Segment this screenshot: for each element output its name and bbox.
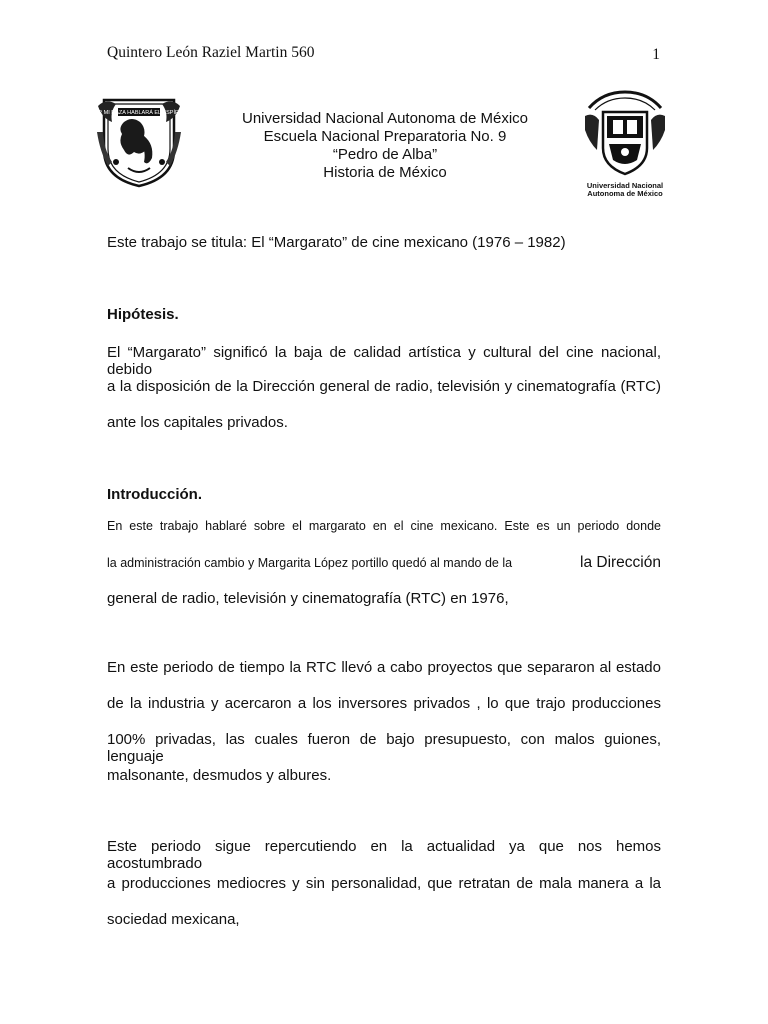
logo-motto: POR MI RAZA HABLARÁ EL ESPÍRITU (94, 110, 184, 116)
institution-school: Escuela Nacional Preparatoria No. 9 (263, 128, 507, 145)
introduction-line: En este trabajo hablaré sobre el margarato en el cine mexicano. Este es un periodo donde (107, 519, 661, 533)
unam-shield-logo (94, 92, 184, 188)
introduction-paragraph3-line: sociedad mexicana, (107, 911, 240, 928)
introduction-paragraph2-line: En este periodo de tiempo la RTC llevó a cabo proyectos que separaron al estado (107, 659, 661, 676)
introduction-paragraph2-line: 100% privadas, las cuales fueron de bajo presupuesto, con malos guiones, lenguaje (107, 731, 661, 765)
enp-eagle-shield-icon (583, 90, 667, 178)
introduction-line-mixed (107, 554, 661, 572)
hypothesis-line: a la disposición de la Dirección general de radio, televisión y cinematografía (RTC) (107, 378, 661, 395)
introduction-paragraph2-line: de la industria y acercaron a los inversores privados , lo que trajo producciones (107, 695, 661, 712)
institution-subject: Historia de México (323, 164, 447, 181)
unam-shield-icon (94, 92, 184, 188)
document-title-line: Este trabajo se titula: El “Margarato” de cine mexicano (1976 – 1982) (107, 234, 566, 251)
introduction-heading: Introducción. (107, 486, 202, 503)
enp9-logo (583, 90, 667, 200)
logo-caption-line2: Autonoma de México (587, 189, 663, 198)
introduction-line-small-part: la administración cambio y Margarita López portillo quedó al mando de la (107, 556, 513, 570)
hypothesis-line: ante los capitales privados. (107, 414, 288, 431)
institution-school-name: “Pedro de Alba” (332, 146, 438, 163)
header-author: Quintero León Raziel Martin 560 (107, 44, 315, 61)
introduction-paragraph3-line: Este periodo sigue repercutiendo en la actualidad ya que nos hemos acostumbrado (107, 838, 661, 872)
institution-university: Universidad Nacional Autonoma de México (242, 110, 528, 127)
introduction-paragraph2-line: malsonante, desmudos y albures. (107, 767, 332, 784)
hypothesis-heading: Hipótesis. (107, 306, 179, 323)
introduction-line-large-part: la Dirección (580, 554, 661, 571)
page-number: 1 (652, 46, 660, 63)
institution-block (190, 110, 580, 182)
introduction-line: general de radio, televisión y cinematografía (RTC) en 1976, (107, 590, 509, 607)
hypothesis-line: El “Margarato” significó la baja de calidad artística y cultural del cine nacional, debido (107, 344, 661, 378)
logo-caption-line1: Universidad Nacional (586, 181, 664, 190)
introduction-paragraph3-line: a producciones mediocres y sin personalidad, que retratan de mala manera a la (107, 875, 661, 892)
